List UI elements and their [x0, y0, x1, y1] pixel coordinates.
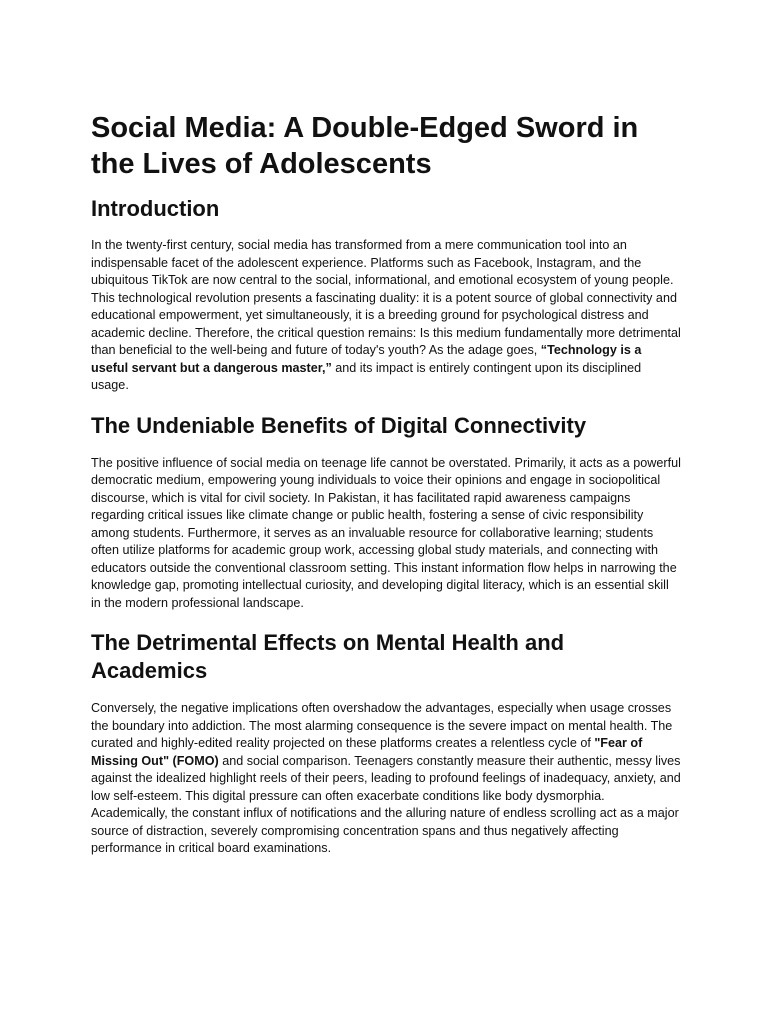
section-paragraph-detrimental-effects [91, 700, 681, 858]
paragraph-text: In the twenty-first century, social media has transformed from a mere communication tool into an indispensable facet of the adolescent experience. Platforms such as Facebook, Instagram, and the ubiquitous TikTok are now central to the social, informational, and emotional ecosystem of young people. This technological revolution presents a fascinating duality: it is a potent source of global connectivity and educational empowerment, yet simultaneously, it is a breeding ground for psychological distress and academic decline. Therefore, the critical question remains: Is this medium fundamentally more detrimental than beneficial to the well-being and future of today's youth? As the adage goes, [91, 238, 681, 357]
section-heading-introduction: Introduction [91, 196, 220, 221]
quote-emphasis: “Technology is a useful servant but a dangerous master,” [91, 343, 642, 375]
section-paragraph-benefits: The positive influence of social media on teenage life cannot be overstated. Primarily, it acts as a powerful democratic medium, empowering young individuals to voice their opinions and engage in sociopolitical discourse, which is vital for civil society. In Pakistan, it has facilitated rapid awareness campaigns regarding critical issues like climate change or public health, fostering a sense of civic responsibility among students. Furthermore, it serves as an invaluable resource for collaborative learning; students often utilize platforms for academic group work, accessing global study materials, and connecting with educators outside the conventional classroom setting. This instant information flow helps in narrowing the knowledge gap, promoting intellectual curiosity, and developing digital literacy, which is an essential skill in the modern professional landscape. [91, 455, 681, 610]
section-paragraph-introduction [91, 237, 681, 395]
paragraph-text: and social comparison. Teenagers constantly measure their authentic, messy lives against the idealized highlight reels of their peers, leading to profound feelings of inadequacy, anxiety, and low self-esteem. This digital pressure can often exacerbate conditions like body dysmorphia. Academically, the constant influx of notifications and the alluring nature of endless scrolling act as a major source of distraction, severely compromising concentration spans and thus negatively affecting performance in critical board examinations. [91, 753, 681, 855]
document-page [91, 110, 681, 875]
fomo-emphasis: "Fear of Missing Out" (FOMO) [91, 736, 643, 768]
paragraph-text: Conversely, the negative implications often overshadow the advantages, especially when usage crosses the boundary into addiction. The most alarming consequence is the severe impact on mental health. The curated and highly-edited reality projected on these platforms creates a relentless cycle of [91, 701, 673, 750]
section-heading-benefits: The Undeniable Benefits of Digital Connectivity [91, 412, 587, 438]
paragraph-text: and its impact is entirely contingent upon its disciplined usage. [91, 360, 642, 392]
section-heading-detrimental-effects: The Detrimental Effects on Mental Health and Academics [91, 630, 565, 683]
document-title: Social Media: A Double-Edged Sword in the Lives of Adolescents [91, 112, 639, 180]
